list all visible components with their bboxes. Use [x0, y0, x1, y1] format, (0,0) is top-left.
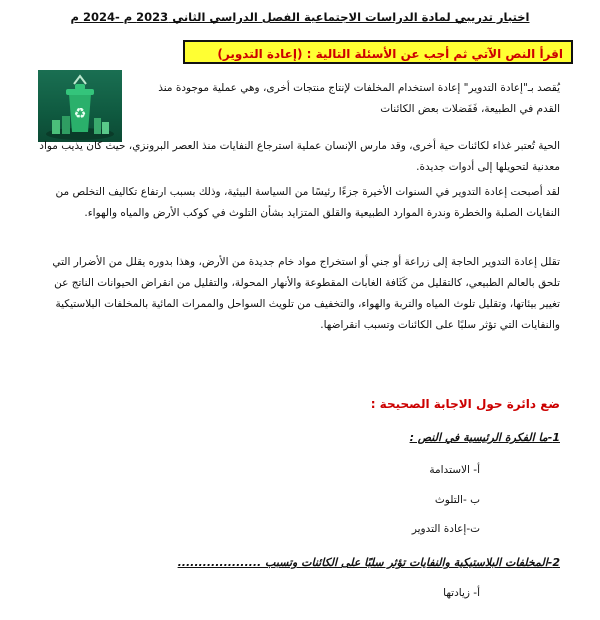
- question-2: 2-المخلفات البلاستيكية والنفايات تؤثر سلبًا على الكائنات وتسبب ....................: [177, 556, 560, 569]
- question-2-option-a[interactable]: أ- زيادتها: [443, 587, 480, 599]
- passage-paragraph-3: لقد أصبحت إعادة التدوير في السنوات الأخيرة جزءًا رئيسًا من السياسة البيئية، وذلك بسبب ارتفاع تكاليف التخلص من النفايات الصلبة والخطرة وندرة الموارد الطبيعية والقلق المتزايد بشأن التلوث في كوكب الأرض والمياه والهواء.: [55, 186, 560, 219]
- passage-paragraph-2: الحية تُعتبر غذاء لكائنات حية أخرى، وقد مارس الإنسان عملية استرجاع النفايات منذ العصر البرونزي، حيث كان يذيب مواد معدنية لتحويلها إلى أدوات جديدة.: [39, 140, 560, 173]
- svg-text:♻: ♻: [73, 106, 87, 122]
- question-1: 1-ما الفكرة الرئيسية في النص :: [409, 431, 560, 444]
- page-title: اختبار تدريبي لمادة الدراسات الاجتماعية الفصل الدراسي الثاني 2023 م -2024 م: [70, 10, 530, 24]
- passage-paragraph-1: يُقصد بـ"إعادة التدوير" إعادة استخدام المخلفات لإنتاج منتجات أخرى، وهي عملية موجودة منذ القدم في الطبيعة، فَفَضلات بعض الكائنات: [158, 82, 560, 115]
- recycling-bin-icon: [38, 70, 122, 142]
- recycling-image: [38, 70, 122, 142]
- instruction-banner: اقرأ النص الآتي ثم أجب عن الأسئلة التالية : (إعادة التدوير): [183, 40, 573, 64]
- questions-heading: ضع دائرة حول الاجابة الصحيحة :: [370, 397, 560, 411]
- passage-paragraph-4: تقلل إعادة التدوير الحاجة إلى زراعة أو جني أو استخراج مواد خام جديدة من الأرض، وهذا بدوره يقلل من الأضرار التي تلحق بالعالم الطبيعي، كالتقليل من كَثَافة الغابات المقطوعة والأنهار المحولة، والتقليل من انقراض الحيوانات الناتج عن تغيير بيئاتها، وتقليل تلوث المياه والتربة والهواء، والتخفيف من تلويث السواحل والممرات المائية بالمخلفات البلاستيكية والنفايات التي تؤثر سلبًا على الكائنات وتسبب انقراضها.: [52, 256, 560, 331]
- question-1-option-c[interactable]: ت-إعادة التدوير: [411, 523, 480, 535]
- question-1-option-b[interactable]: ب -التلوث: [434, 494, 480, 506]
- question-1-option-a[interactable]: أ- الاستدامة: [429, 464, 480, 476]
